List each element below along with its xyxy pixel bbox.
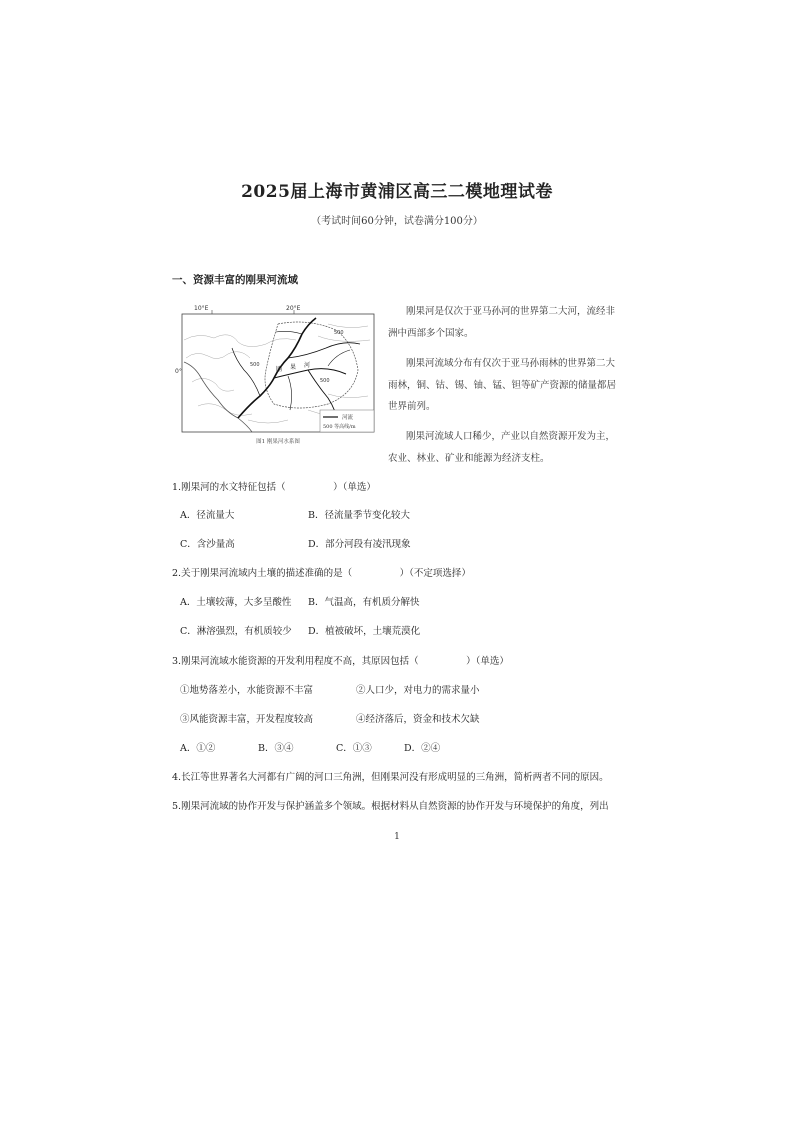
question-3-option-a: A．①② [180, 743, 216, 754]
paragraph-line: 雨林，铜、钴、锡、铀、锰、钽等矿产资源的储量都居 [388, 380, 617, 391]
question-1-option-c: C．含沙量高 [180, 539, 235, 550]
legend-river: 河流 [342, 415, 354, 421]
question-2-option-b: B．气温高，有机质分解快 [308, 597, 420, 608]
question-3-statement-1: ①地势落差小，水能资源不丰富 [180, 685, 314, 696]
paragraph-line: 刚果河流域分布有仅次于亚马孙雨林的世界第二大 [406, 358, 616, 369]
congo-river-map [175, 300, 378, 445]
section-heading: 一、资源丰富的刚果河流域 [172, 274, 298, 286]
legend-contour: 500 等高线/m [323, 424, 356, 430]
river-label-char: 果 [290, 364, 297, 371]
question-3-statement-4: ④经济落后，资金和技术欠缺 [356, 714, 480, 725]
lat-label-equator: 0° [175, 368, 182, 375]
river-label-char: 刚 [276, 366, 283, 373]
question-3-stem: 3.刚果河流域水能资源的开发利用程度不高，其原因包括（ ）（单选） [172, 656, 509, 667]
page-number: 1 [394, 832, 400, 842]
question-1-option-a: A．径流量大 [180, 510, 235, 521]
map-caption: 图1 刚果河水系图 [256, 439, 300, 445]
contour-label: 500 [320, 378, 330, 384]
exam-info: （考试时间60分钟，试卷满分100分） [311, 216, 483, 227]
question-1-option-b: B．径流量季节变化较大 [308, 510, 410, 521]
paragraph-line: 刚果河是仅次于亚马孙河的世界第二大河，流经非 [406, 306, 616, 317]
paragraph-line: 农业、林业、矿业和能源为经济支柱。 [388, 453, 550, 464]
contour-label: 500 [250, 362, 260, 368]
question-2-option-c: C．淋溶强烈，有机质较少 [180, 626, 292, 637]
paragraph-line: 刚果河流域人口稀少，产业以自然资源开发为主， [406, 431, 616, 442]
paragraph-line: 洲中西部多个国家。 [388, 328, 474, 339]
lon-label-10e: 10°E [194, 305, 209, 312]
question-1-stem: 1.刚果河的水文特征包括（ ）（单选） [172, 482, 376, 493]
question-2-option-a: A．土壤较薄，大多呈酸性 [180, 597, 292, 608]
question-3-statement-2: ②人口少，对电力的需求量小 [356, 685, 480, 696]
question-1-option-d: D．部分河段有凌汛现象 [308, 539, 411, 550]
question-4-stem: 4.长江等世界著名大河都有广阔的河口三角洲，但刚果河没有形成明显的三角洲，简析两者不同的原因。 [172, 772, 609, 783]
contour-label: 500 [334, 330, 344, 336]
question-2-option-d: D．植被破坏，土壤荒漠化 [308, 626, 421, 637]
question-3-option-d: D．②④ [404, 743, 441, 754]
document-title: 2025届上海市黄浦区高三二模地理试卷 [241, 182, 553, 202]
question-5-stem: 5.刚果河流域的协作开发与保护涵盖多个领域。根据材料从自然资源的协作开发与环境保护的角度，列出 [172, 801, 609, 812]
question-2-stem: 2.关于刚果河流域内土壤的描述准确的是（ ）（不定项选择） [172, 568, 471, 579]
question-3-option-c: C．①③ [336, 743, 372, 754]
lon-label-20e: 20°E [286, 305, 301, 312]
question-3-option-b: B．③④ [258, 743, 294, 754]
map-legend [320, 410, 374, 432]
paragraph-line: 世界前列。 [388, 401, 436, 412]
question-3-statement-3: ③风能资源丰富，开发程度较高 [180, 714, 314, 725]
river-label-char: 河 [304, 362, 311, 369]
